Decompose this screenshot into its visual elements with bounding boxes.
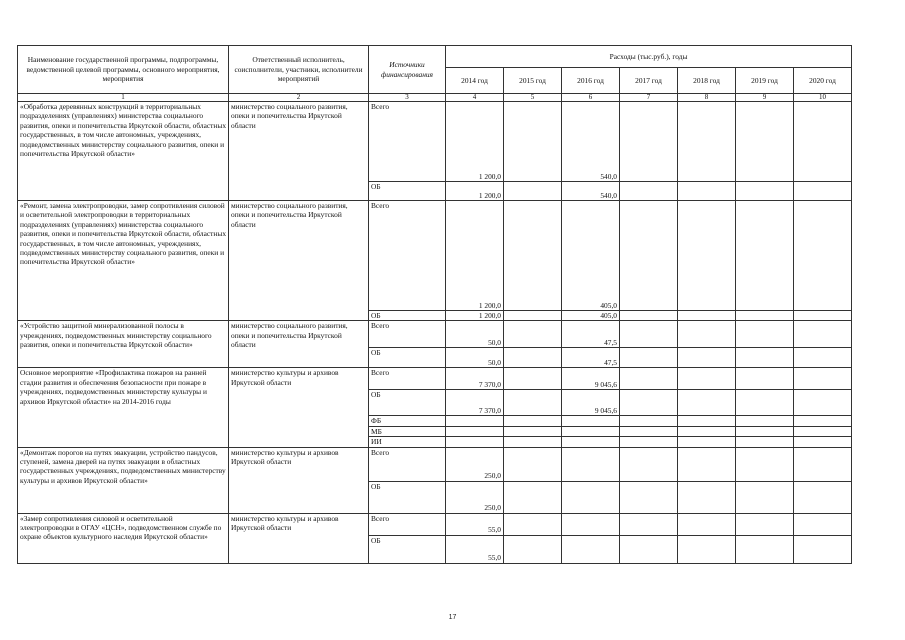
header-program-name: Наименование государственной программы, подпрограммы, ведомственной целевой программы, основного мероприятия, мероприятия: [18, 46, 229, 94]
funding-source: ОБ: [369, 311, 446, 321]
expense-value: 1 200,0: [446, 311, 504, 321]
expense-value: [794, 311, 852, 321]
table-row: [18, 368, 852, 390]
expense-value: [504, 426, 562, 436]
expense-value: [794, 481, 852, 513]
expense-value: [736, 416, 794, 426]
expense-value: 250,0: [446, 447, 504, 481]
expense-value: [620, 535, 678, 563]
expense-value: [446, 426, 504, 436]
expense-value: [620, 481, 678, 513]
expense-value: [678, 481, 736, 513]
budget-table: [17, 45, 852, 564]
funding-source: Всего: [369, 321, 446, 348]
expense-value: [794, 182, 852, 201]
expense-value: [620, 321, 678, 348]
activity-name: «Устройство защитной минерализованной полосы в учреждениях, подведомственных министерству социального развития, опеки и попечительства Иркутской области»: [18, 321, 229, 368]
funding-source: Всего: [369, 368, 446, 390]
column-number: 2: [229, 94, 369, 102]
expense-value: [736, 390, 794, 416]
expense-value: 50,0: [446, 321, 504, 348]
expense-value: [736, 348, 794, 368]
executor-name: министерство социального развития, опеки и попечительства Иркутской области: [229, 201, 369, 321]
header-year: 2017 год: [620, 68, 678, 94]
expense-value: [620, 201, 678, 311]
expense-value: [736, 201, 794, 311]
executor-name: министерство культуры и архивов Иркутской области: [229, 447, 369, 513]
header-expenses: Расходы (тыс.руб.), годы: [446, 46, 852, 68]
column-number-row: [18, 94, 852, 102]
header-year: 2015 год: [504, 68, 562, 94]
expense-value: [504, 368, 562, 390]
expense-value: [562, 535, 620, 563]
column-number: 6: [562, 94, 620, 102]
expense-value: [794, 437, 852, 447]
expense-value: [736, 321, 794, 348]
expense-value: 9 045,6: [562, 390, 620, 416]
table-row: [18, 321, 852, 348]
expense-value: 540,0: [562, 182, 620, 201]
table-header: [18, 46, 852, 102]
expense-value: [620, 437, 678, 447]
expense-value: [562, 437, 620, 447]
executor-name: министерство социального развития, опеки и попечительства Иркутской области: [229, 102, 369, 201]
expense-value: [736, 447, 794, 481]
expense-value: 55,0: [446, 535, 504, 563]
expense-value: [504, 535, 562, 563]
header-year: 2014 год: [446, 68, 504, 94]
page-number: 17: [448, 614, 457, 621]
expense-value: [678, 390, 736, 416]
table-body: [18, 102, 852, 564]
expense-value: 540,0: [562, 102, 620, 182]
activity-name: «Ремонт, замена электропроводки, замер сопротивления силовой и осветительной электропроводки в территориальных подразделениях (управлениях) министерства социального развития, опеки и попечительства Иркутской области, областных государственных, в том числе автономных, учреждениях, подведомственных министерству социального развития, опеки и попечительства Иркутской области»: [18, 201, 229, 321]
expense-value: [562, 447, 620, 481]
funding-source: Всего: [369, 102, 446, 182]
header-executor: Ответственный исполнитель, соисполнители, участники, исполнители мероприятий: [229, 46, 369, 94]
expense-value: [620, 311, 678, 321]
activity-name: Основное мероприятие «Профилактика пожаров на ранней стадии развития и обеспечения безопасности при пожаре в учреждениях, подведомственных министерству культуры и архивов Иркутской области» на 2014-2016 годы: [18, 368, 229, 447]
expense-value: 7 370,0: [446, 368, 504, 390]
column-number: 4: [446, 94, 504, 102]
table-row: [18, 102, 852, 182]
expense-value: [794, 321, 852, 348]
header-year: 2018 год: [678, 68, 736, 94]
expense-value: [736, 368, 794, 390]
expense-value: [794, 513, 852, 535]
expense-value: [504, 416, 562, 426]
expense-value: [620, 513, 678, 535]
column-number: 8: [678, 94, 736, 102]
expense-value: [794, 102, 852, 182]
header-year: 2019 год: [736, 68, 794, 94]
expense-value: [620, 182, 678, 201]
expense-value: [620, 390, 678, 416]
funding-source: ОБ: [369, 481, 446, 513]
expense-value: [678, 535, 736, 563]
expense-value: [446, 416, 504, 426]
expense-value: 1 200,0: [446, 102, 504, 182]
column-number: 1: [18, 94, 229, 102]
expense-value: 47,5: [562, 348, 620, 368]
expense-value: [736, 426, 794, 436]
expense-value: [678, 416, 736, 426]
expense-value: [504, 348, 562, 368]
expense-value: [736, 437, 794, 447]
expense-value: 1 200,0: [446, 182, 504, 201]
expense-value: [562, 481, 620, 513]
expense-value: [678, 311, 736, 321]
expense-value: [620, 368, 678, 390]
expense-value: [736, 102, 794, 182]
column-number: 10: [794, 94, 852, 102]
expense-value: [620, 102, 678, 182]
funding-source: МБ: [369, 426, 446, 436]
expense-value: [504, 321, 562, 348]
funding-source: Всего: [369, 447, 446, 481]
expense-value: 405,0: [562, 201, 620, 311]
table-row: [18, 513, 852, 535]
table-row: [18, 201, 852, 311]
expense-value: [504, 182, 562, 201]
column-number: 3: [369, 94, 446, 102]
column-number: 7: [620, 94, 678, 102]
funding-source: ОБ: [369, 390, 446, 416]
expense-value: [562, 513, 620, 535]
expense-value: [562, 416, 620, 426]
funding-source: Всего: [369, 201, 446, 311]
expense-value: 47,5: [562, 321, 620, 348]
expense-value: [678, 321, 736, 348]
expense-value: 9 045,6: [562, 368, 620, 390]
header-year: 2016 год: [562, 68, 620, 94]
expense-value: [736, 311, 794, 321]
activity-name: «Обработка деревянных конструкций в территориальных подразделениях (управлениях) министерства социального развития, опеки и попечительства Иркутской области, областных государственных, в том числе автономных, учреждениях, подведомственных министерству социального развития, опеки и попечительства Иркутской области»: [18, 102, 229, 201]
expense-value: [678, 348, 736, 368]
expense-value: [504, 102, 562, 182]
funding-source: ОБ: [369, 182, 446, 201]
expense-value: [794, 426, 852, 436]
funding-source: ИИ: [369, 437, 446, 447]
expense-value: [736, 481, 794, 513]
expense-value: [504, 481, 562, 513]
expense-value: 405,0: [562, 311, 620, 321]
expense-value: [620, 447, 678, 481]
expense-value: [678, 447, 736, 481]
funding-source: ФБ: [369, 416, 446, 426]
expense-value: 7 370,0: [446, 390, 504, 416]
expense-value: [620, 348, 678, 368]
expense-value: [678, 426, 736, 436]
expense-value: [794, 535, 852, 563]
expense-value: [620, 426, 678, 436]
expense-value: [504, 513, 562, 535]
expense-value: [736, 535, 794, 563]
expense-value: [504, 447, 562, 481]
expense-value: [562, 426, 620, 436]
expense-value: [736, 513, 794, 535]
executor-name: министерство культуры и архивов Иркутской области: [229, 513, 369, 563]
expense-value: [446, 437, 504, 447]
executor-name: министерство культуры и архивов Иркутской области: [229, 368, 369, 447]
expense-value: [504, 311, 562, 321]
activity-name: «Замер сопротивления силовой и осветительной электропроводки в ОГАУ «ЦСН», подведомственном службе по охране объектов культурного наследия Иркутской области»: [18, 513, 229, 563]
expense-value: [678, 102, 736, 182]
funding-source: ОБ: [369, 348, 446, 368]
column-number: 5: [504, 94, 562, 102]
expense-value: 55,0: [446, 513, 504, 535]
column-number: 9: [736, 94, 794, 102]
activity-name: «Демонтаж порогов на путях эвакуации, устройство пандусов, ступеней, замена дверей на путях эвакуации в областных государственных учреждениях, подведомственных министерству культуры и архивов Иркутской области»: [18, 447, 229, 513]
expense-value: [794, 390, 852, 416]
header-funding-source: Источники финансирования: [369, 46, 446, 94]
funding-source: ОБ: [369, 535, 446, 563]
expense-value: 50,0: [446, 348, 504, 368]
expense-value: [678, 437, 736, 447]
expense-value: [678, 182, 736, 201]
expense-value: [504, 437, 562, 447]
expense-value: [620, 416, 678, 426]
expense-value: [504, 390, 562, 416]
expense-value: [794, 447, 852, 481]
expense-value: 250,0: [446, 481, 504, 513]
table-row: [18, 447, 852, 481]
expense-value: [794, 368, 852, 390]
expense-value: 1 200,0: [446, 201, 504, 311]
executor-name: министерство социального развития, опеки и попечительства Иркутской области: [229, 321, 369, 368]
expense-value: [678, 513, 736, 535]
expense-value: [794, 348, 852, 368]
header-year: 2020 год: [794, 68, 852, 94]
expense-value: [794, 201, 852, 311]
funding-source: Всего: [369, 513, 446, 535]
expense-value: [504, 201, 562, 311]
expense-value: [678, 368, 736, 390]
expense-value: [736, 182, 794, 201]
expense-value: [678, 201, 736, 311]
expense-value: [794, 416, 852, 426]
